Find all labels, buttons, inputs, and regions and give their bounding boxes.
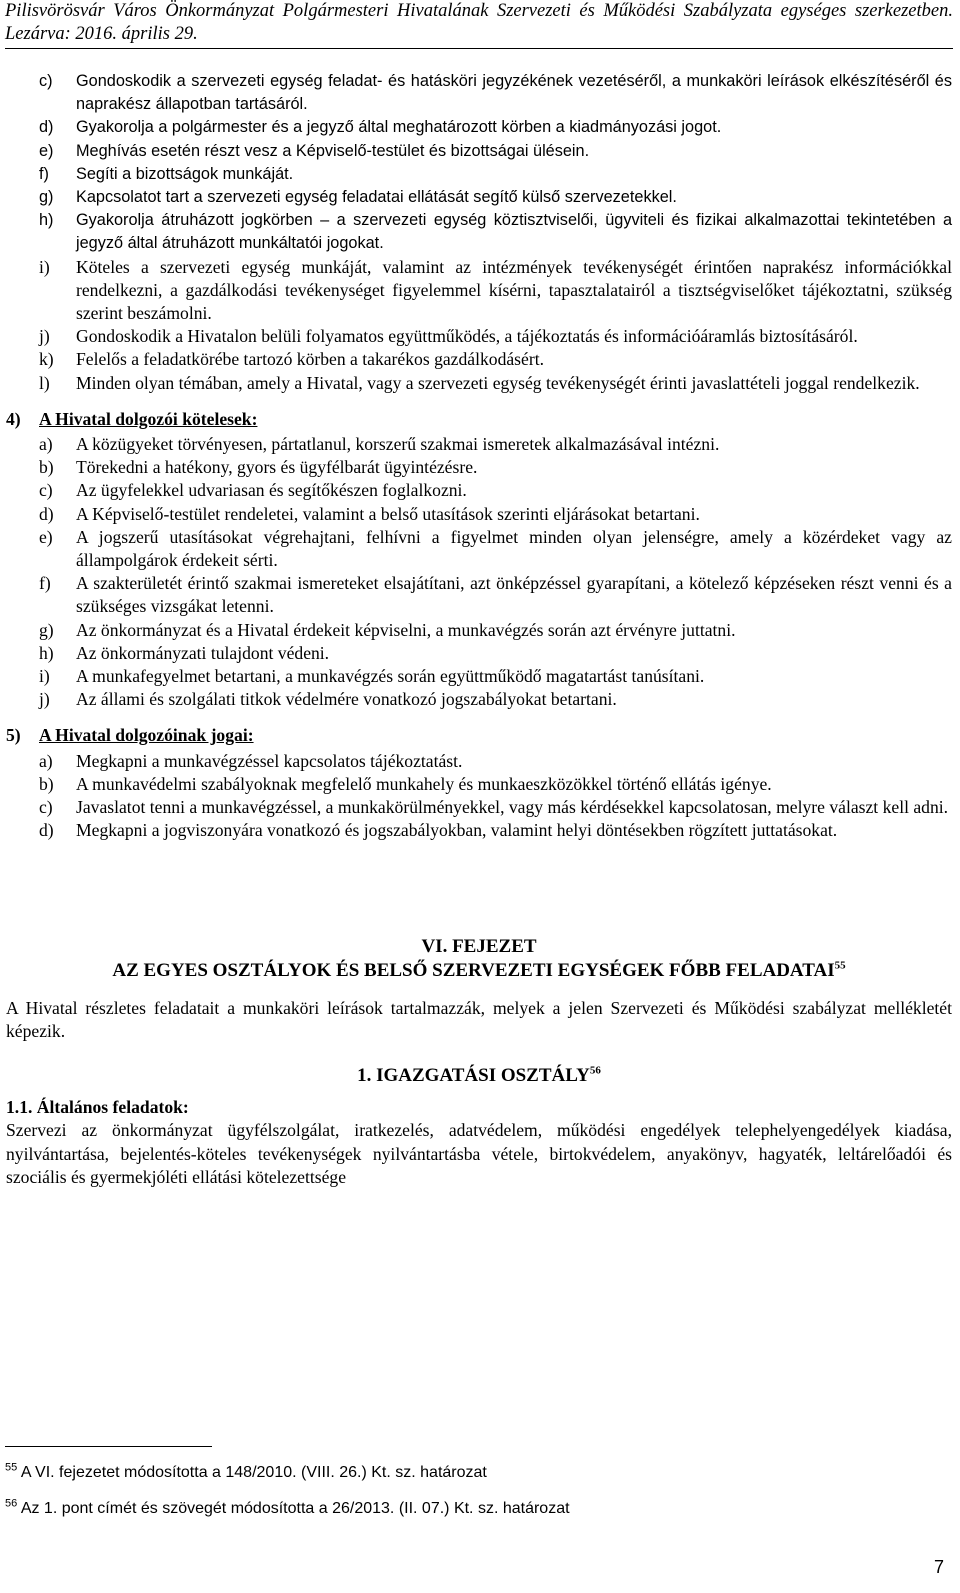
section-title: A Hivatal dolgozói kötelesek: (39, 408, 258, 429)
list-item-text: Megkapni a munkavégzéssel kapcsolatos tájékoztatást. (76, 750, 463, 771)
list-item (6, 140, 952, 163)
list-item-label: g) (39, 188, 54, 207)
list-item-text: Köteles a szervezeti egység munkáját, valamint az intézmények tevékenységét érintően naprakész információkkal rendelkezni, a gazdálkodási tevékenységet figyelemmel kísérni, tapasztalatairól a tisztségviselőket tájékoztatni, szükség szerint beszámolni. (76, 256, 952, 324)
list-item-label: b) (39, 773, 54, 794)
list-item-text: Meghívás esetén részt vesz a Képviselő-testület és bizottságai ülésein. (76, 141, 590, 160)
list-item (6, 526, 952, 572)
section-number: 5) (6, 725, 21, 746)
list-item (6, 479, 952, 502)
list-item (6, 750, 952, 773)
list-item-label: k) (39, 349, 54, 370)
list-item-text: Gondoskodik a Hivatalon belüli folyamatos együttműködés, a tájékoztatás és információáramlás biztosításáról. (76, 326, 858, 347)
list-item-text: Az állami és szolgálati titkok védelmére vonatkozó jogszabályokat betartani. (76, 689, 617, 710)
list-item-label: d) (39, 503, 54, 524)
list-item-text: Törekedni a hatékony, gyors és ügyfélbarát ügyintézésre. (76, 457, 478, 478)
list-item (6, 325, 952, 348)
footnote (5, 1462, 570, 1484)
footnote (5, 1498, 570, 1520)
list-item-text: Felelős a feladatkörébe tartozó körben a takarékos gazdálkodásért. (76, 349, 544, 370)
duties-list-continued (6, 70, 952, 395)
list-item-label: c) (39, 72, 53, 90)
subsubsection-title: 1.1. Általános feladatok: (6, 1097, 189, 1118)
list-item-text: Az ügyfelekkel udvariasan és segítőkészen foglalkozni. (76, 480, 467, 501)
list-item (6, 433, 952, 456)
list-item (6, 819, 952, 842)
subsection-title (6, 1064, 952, 1087)
list-item (6, 572, 952, 618)
list-item-text: Az önkormányzat és a Hivatal érdekeit képviselni, a munkavégzés során azt érvényre juttatni. (76, 619, 736, 640)
chapter-number: VI. FEJEZET (421, 935, 537, 957)
list-item-label: i) (39, 666, 50, 687)
list-item-label: c) (39, 480, 53, 501)
list-item (6, 688, 952, 711)
list-item-text: A Képviselő-testület rendeletei, valamint a belső utasítások szerinti eljárásokat betartani. (76, 503, 700, 524)
list-item-label: g) (39, 619, 54, 640)
footnote-ref[interactable]: 55 (834, 959, 846, 972)
chapter-title (6, 959, 952, 983)
list-item-label: h) (39, 211, 54, 230)
list-item-text: A jogszerű utasításokat végrehajtani, felhívni a figyelmet minden olyan jelenségre, amely a közérdeket vagy az állampolgárok érdekeit sérti. (76, 526, 952, 571)
list-item-text: Gondoskodik a szervezeti egység feladat- és hatásköri jegyzékének vezetéséről, a munkaköri leírások elkészítéséről és naprakész állapotban tartásáról. (76, 72, 952, 114)
list-item-label: h) (39, 642, 54, 663)
list-item-label: f) (39, 164, 49, 183)
subsubsection-text: Szervezi az önkormányzat ügyfélszolgálat, iratkezelés, adatvédelem, működési engedélyek telephelyengedélyek kiadása, nyilvántartása, bejelentés-köteles tevékenységek nyilvántartásba vétele, birtokvédelem, anyakönyv, hagyaték, leltárelőadói és szociális és gyermekjóléti ellátási kötelezettsége (6, 1120, 952, 1187)
page-header: Pilisvörösvár Város Önkormányzat Polgármesteri Hivatalának Szervezeti és Működési Szabályzata egységes szerkezetben. Lezárva: 2016. április 29. (5, 0, 953, 49)
list-item (6, 348, 952, 371)
list-item-text: Minden olyan témában, amely a Hivatal, vagy a szervezeti egység tevékenységét érinti javaslattételi joggal rendelkezik. (76, 372, 920, 393)
footnote-text: Az 1. pont címét és szövegét módosította a 26/2013. (II. 07.) Kt. sz. határozat (20, 1500, 570, 1517)
list-item-label: f) (39, 573, 51, 594)
section-4-heading (6, 408, 952, 431)
footnote-text: A VI. fejezetet módosította a 148/2010. (VIII. 26.) Kt. sz. határozat (20, 1464, 487, 1481)
footnote-number: 55 (5, 1461, 18, 1474)
section-5-heading (6, 724, 952, 747)
list-item (6, 256, 952, 326)
list-item-label: d) (39, 820, 54, 841)
list-item-label: c) (39, 797, 53, 818)
list-item-label: a) (39, 434, 53, 455)
list-item-text: A munkavédelmi szabályoknak megfelelő munkahely és munkaeszközökkel történő ellátás igénye. (76, 773, 772, 794)
list-item (6, 163, 952, 186)
list-item-text: Kapcsolatot tart a szervezeti egység feladatai ellátását segítő külső szervezetekkel. (76, 188, 677, 207)
list-item-text: Gyakorolja átruházott jogkörben – a szervezeti egység köztisztviselői, ügyviteli és fizikai alkalmazottai tekintetében a jegyző által átruházott munkáltatói jogokat. (76, 211, 952, 253)
list-item (6, 70, 952, 116)
section-number: 4) (6, 408, 21, 429)
list-item (6, 116, 952, 139)
list-item-text: Javaslatot tenni a munkavégzéssel, a munkakörülményekkel, vagy más kérdésekkel kapcsolatosan, melyre választ kell adni. (76, 797, 949, 818)
subsection-title-text: 1. IGAZGATÁSI OSZTÁLY (357, 1064, 590, 1086)
list-item (6, 796, 952, 819)
list-item (6, 372, 952, 395)
list-item-text: Gyakorolja a polgármester és a jegyző által meghatározott körben a kiadmányozási jogot. (76, 118, 722, 137)
footnote-separator (5, 1446, 212, 1447)
list-item-label: e) (39, 141, 54, 160)
list-item (6, 619, 952, 642)
list-item-label: d) (39, 118, 54, 137)
rights-list (6, 750, 952, 843)
list-item-label: j) (39, 326, 50, 347)
section-title: A Hivatal dolgozóinak jogai: (39, 725, 254, 746)
list-item-text: Megkapni a jogviszonyára vonatkozó és jogszabályokban, valamint helyi döntésekben rögzített juttatásokat. (76, 820, 838, 841)
list-item (6, 665, 952, 688)
list-item-text: Segíti a bizottságok munkáját. (76, 164, 294, 183)
chapter-paragraph: A Hivatal részletes feladatait a munkaköri leírások tartalmazzák, melyek a jelen Szervezeti és Működési szabályzat mellékletét képezik. (6, 997, 952, 1041)
footnotes (5, 1462, 570, 1534)
list-item-text: Az önkormányzati tulajdont védeni. (76, 642, 330, 663)
list-item (6, 186, 952, 209)
list-item-label: i) (39, 256, 50, 277)
list-item-text: A munkafegyelmet betartani, a munkavégzés során együttműködő magatartást tanúsítani. (76, 666, 705, 687)
footnote-number: 56 (5, 1497, 18, 1510)
list-item (6, 773, 952, 796)
list-item (6, 642, 952, 665)
list-item-label: l) (39, 372, 50, 393)
list-item-label: e) (39, 526, 53, 547)
list-item-label: a) (39, 750, 53, 771)
list-item-text: A szakterületét érintő szakmai ismereteket elsajátítani, azt önképzéssel gyarapítani, a kötelező képzéseken részt venni és a szükséges vizsgákat letenni. (76, 573, 952, 617)
list-item (6, 503, 952, 526)
document-body (6, 70, 952, 1189)
list-item-label: j) (39, 689, 50, 710)
list-item-label: b) (39, 457, 54, 478)
list-item (6, 456, 952, 479)
page-number: 7 (933, 1557, 944, 1577)
list-item-text: A közügyeket törvényesen, pártatlanul, korszerű szakmai ismeretek alkalmazásával intézni. (76, 434, 720, 455)
chapter-title-text: AZ EGYES OSZTÁLYOK ÉS BELSŐ SZERVEZETI EGYSÉGEK FŐBB FELADATAI (112, 959, 835, 981)
obligations-list (6, 433, 952, 711)
list-item (6, 209, 952, 255)
footnote-ref[interactable]: 56 (589, 1064, 601, 1077)
